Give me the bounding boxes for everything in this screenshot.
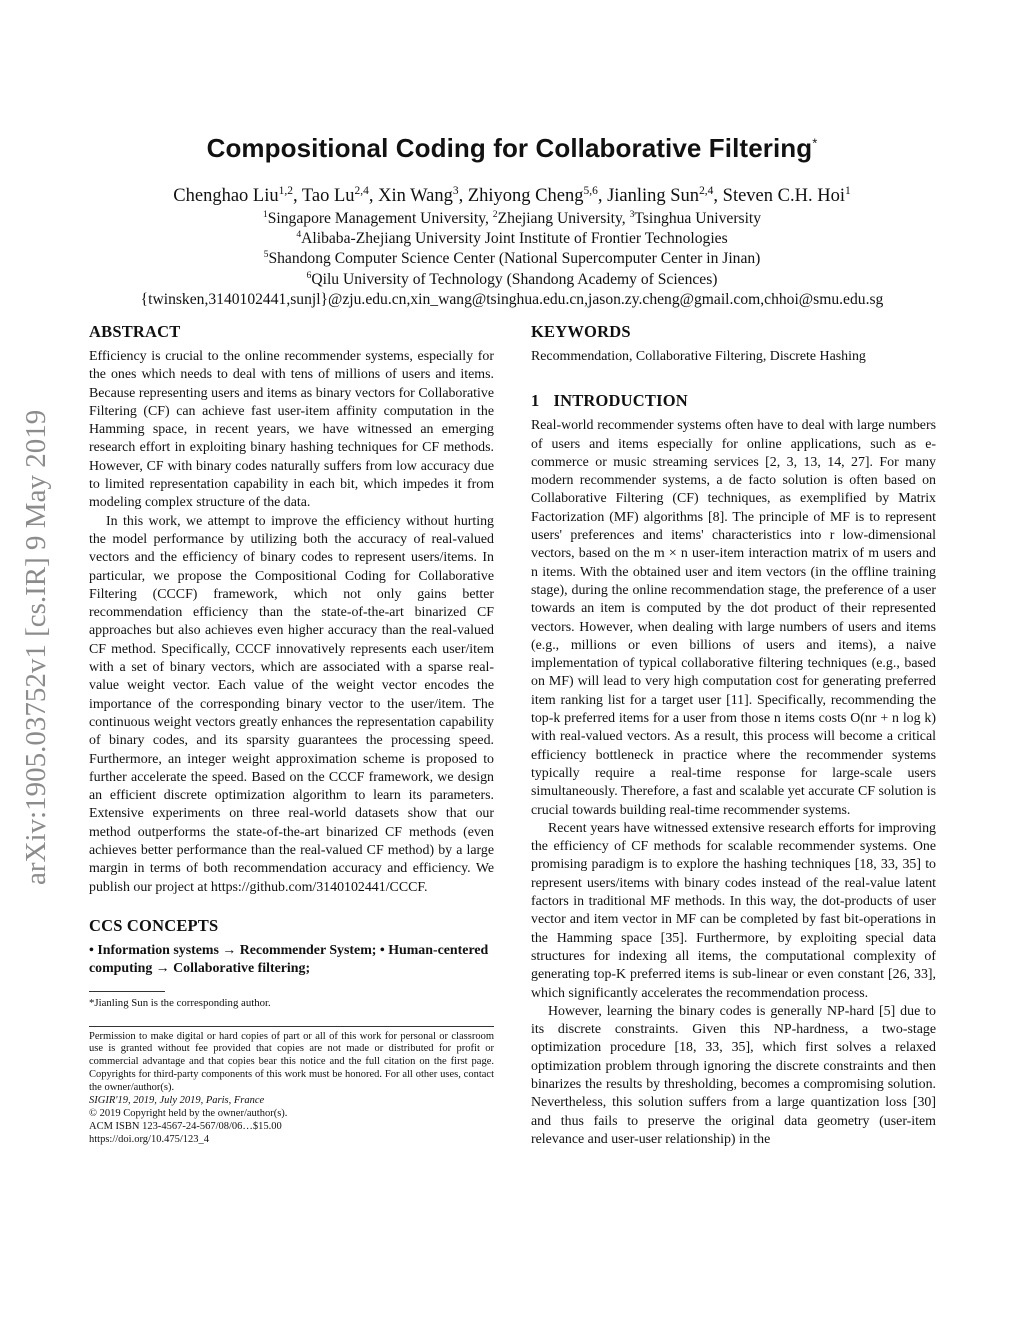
left-column [89,322,494,1147]
abstract-heading: ABSTRACT [89,322,181,341]
affiliations [0,209,1024,310]
keywords-text: Recommendation, Collaborative Filtering, Discrete Hashing [531,349,866,364]
introduction-paragraph: However, learning the binary codes is generally NP-hard [5] due to its discrete constraints. Given this NP-hardness, a two-stage optimization procedure [18, 33, 35], which first solves a relaxed optimization problem through ignoring the discrete constraints and then binarizes the results by thresholding, becomes a compromising solution. Nevertheless, this solution suffers from a large quantization loss [30] and thus fails to preserve the original data geometry (user-item relevance and user-user relationship) in the [531,1003,936,1147]
arxiv-identifier: arXiv:1905.03752v1 [cs.IR] 9 May 2019 [20,409,52,885]
doi-link[interactable]: https://doi.org/10.475/123_4 [89,1133,209,1145]
introduction-paragraph: Recent years have witnessed extensive research efforts for improving the efficiency of CF methods for scalable recommender systems. One promising paradigm is to explore the hashing techniques [18, 33, 35] to represent users/items with binary codes instead of the real-value latent factors in traditional MF methods. In this way, the dot-products of user vector and item vector in MF can be completed by fast bit-operations in the Hamming space [35]. Furthermore, by exploiting special data structures for indexing all items, the computational complexity of generating top-K preferred items is sub-linear or even constant [26, 33], which significantly accelerates the recommendation process. [531,820,936,1001]
keywords-heading: KEYWORDS [531,322,631,341]
isbn: ACM ISBN 123-4567-24-567/08/06…$15.00 [89,1120,282,1132]
permission-notice: Permission to make digital or hard copies of part or all of this work for personal or classroom use is granted without fee provided that copies are not made or distributed for profit or commercial advantage and that copies bear this notice and the full citation on the first page. Copyrights for third-party components of this work must be honored. For all other uses, contact the owner/author(s). [89,1030,494,1094]
author-list: Chenghao Liu$^{1,2}$, Tao Lu$^{2,4}$, Xin Wang$^3$, Zhiyong Cheng$^{5,6}$, Jianling Sun$^{2,4}$, Steven C.H. Hoi$^1$ [173,184,851,206]
author-emails: {twinsken,3140102441,sunjl}@zju.edu.cn,xin_wang@tsinghua.edu.cn,jason.zy.cheng@gmail.com,chhoi@smu.edu.sg [140,290,884,308]
author: Chenghao Liu$^{1,2}$ [173,184,293,206]
introduction-paragraph: Real-world recommender systems often have to deal with large numbers of users and items especially for online applications, such as e-commerce or music streaming services [2, 3, 13, 14, 27]. For many modern recommender systems, a de facto solution is often based on Collaborative Filtering (CF) techniques, as exemplified by Matrix Factorization (MF) algorithms [8]. The principle of MF is to represent users' preferences and items' characteristics into r low-dimensional vectors, based on the m × n user-item interaction matrix of m users and n items. With the obtained user and item vectors (in the offline training stage), during the online recommendation stage, the preference of a user towards an item is computed by the dot product of their represented vectors. However, when dealing with large numbers of users and items (e.g., millions or even billions of users and items), a naive implementation of typical collaborative filtering techniques (e.g., based on MF) will lead to very high computation cost for generating preferred item ranking list for a target user [11]. Specifically, recommending the top-k preferred items for a user from those n items costs O(nr + n log k) with real-valued vectors. As a result, this process will become a critical efficiency bottleneck in practice where the recommender systems typically require a real-time response for large-scale users simultaneously. Therefore, a fast and scalable yet accurate CF solution is crucial towards building real-time recommender systems. [531,418,936,818]
affiliation-line: $^1$Singapore Management University, $^2$Zhejiang University, $^3$Tsinghua University [262,208,762,227]
conference-info: SIGIR'19, 2019, July 2019, Paris, France [89,1095,265,1107]
ccs-concepts: • Information systems → Recommender System; • Human-centered computing → Collaborative filtering; [89,942,489,977]
abstract-paragraph: Efficiency is crucial to the online recommender systems, especially for the ones which needs to deal with tens of millions of users and items. Because representing users and items as binary vectors for Collaborative Filtering (CF) can achieve fast user-item affinity computation in the Hamming space, in recent years, we have witnessed an emerging research effort in exploiting binary hashing techniques for CF methods. However, CF with binary codes naturally suffers from low accuracy due to limited representation capability in each bit, which impedes it from modeling complex structure of the data. [89,349,494,511]
affiliation-line: $^6$Qilu University of Technology (Shandong Academy of Sciences) [306,269,718,288]
paper-title [0,133,1024,164]
permission-divider [89,1026,494,1027]
title-footnote-mark: * [812,135,818,151]
abstract-paragraph: In this work, we attempt to improve the efficiency without hurting the model performance by utilizing both the accuracy of real-valued vectors and the efficiency of binary codes to represent users/items. In particular, we propose the Compositional Coding for Collaborative Filtering (CCCF) framework, which not only gains better recommendation efficiency than the state-of-the-art binarized CF approaches but also achieves even higher accuracy than the real-valued CF method. Specifically, CCCF innovatively represents each user/item with a set of binary vectors, which are associated with a sparse real-value weight vector. Each value of the weight vector encodes the importance of the corresponding binary vector to the user/item. The continuous weight vectors greatly enhances the representation capability of binary codes, and its sparsity guarantees the processing speed. Furthermore, an integer weight approximation scheme is proposed to further accelerate the speed. Based on the CCCF framework, we design an efficient discrete optimization algorithm to learn its parameters. Extensive experiments on three real-world datasets show that our method outperforms the state-of-the-art binarized CF methods (even achieves better performance than the real-valued CF method) by a large margin in terms of both recommendation accuracy and efficiency. We publish our project at https://github.com/3140102441/CCCF. [89,513,494,895]
ccs-heading: CCS CONCEPTS [89,915,219,935]
title-text: Compositional Coding for Collaborative Filtering [206,133,813,163]
author: Steven C.H. Hoi$^1$ [722,184,851,206]
affiliation-line: $^5$Shandong Computer Science Center (National Supercomputer Center in Jinan) [263,249,761,268]
copyright-notice: © 2019 Copyright held by the owner/author(s). [89,1107,288,1119]
author: Zhiyong Cheng$^{5,6}$ [467,184,598,206]
affiliation-line: $^4$Alibaba-Zhejiang University Joint Institute of Frontier Technologies [296,229,728,248]
introduction-heading: 1 INTRODUCTION [531,391,688,411]
author: Jianling Sun$^{2,4}$ [607,184,714,206]
corresponding-author-footnote: *Jianling Sun is the corresponding author. [89,996,271,1009]
right-column [531,322,936,1149]
author: Xin Wang$^3$ [378,184,459,206]
author: Tao Lu$^{2,4}$ [301,184,369,206]
footnote-divider [89,991,165,992]
